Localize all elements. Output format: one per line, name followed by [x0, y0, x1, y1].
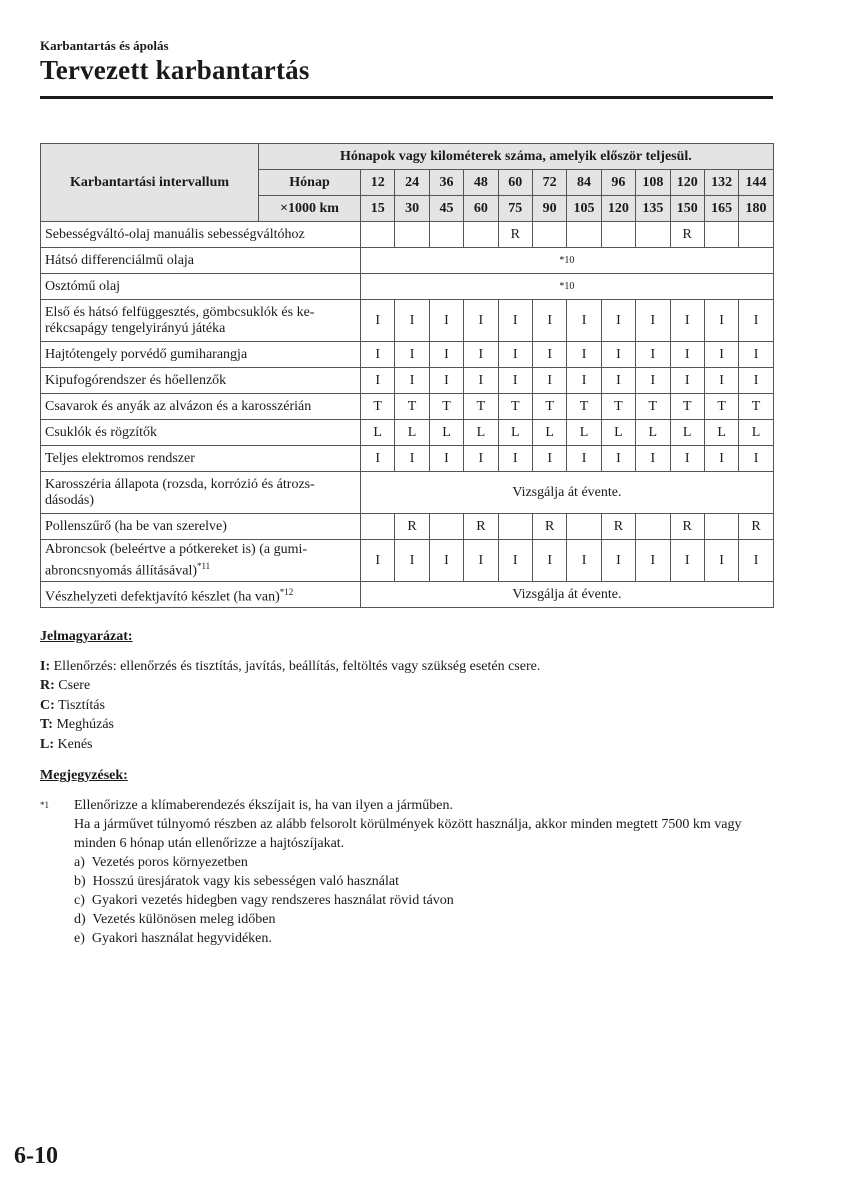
schedule-cell: I	[704, 300, 738, 342]
maintenance-item-label: Pollenszűrő (ha be van szerelve)	[45, 518, 227, 534]
maintenance-item	[41, 514, 361, 540]
footnote-ref: *11	[197, 560, 211, 571]
legend-text: Ellenőrzés: ellenőrzés és tisztítás, javítás, beállítás, feltöltés vagy szükség esetén csere.	[53, 658, 541, 674]
schedule-cell: I	[395, 300, 429, 342]
schedule-cell: I	[498, 446, 532, 472]
schedule-cell: I	[532, 446, 566, 472]
maintenance-item	[41, 472, 361, 514]
schedule-cell: I	[395, 540, 429, 582]
month-cell: 12	[361, 170, 395, 196]
maintenance-item	[41, 342, 361, 368]
schedule-cell	[636, 222, 670, 248]
schedule-cell: R	[532, 514, 566, 540]
legend-key: T:	[40, 717, 53, 732]
footnote-mark: *1	[40, 800, 49, 810]
maintenance-item	[41, 248, 361, 274]
interval-note: Vizsgálja át évente.	[361, 582, 774, 608]
month-cell: 132	[704, 170, 738, 196]
km-cell: 30	[395, 196, 429, 222]
schedule-cell: I	[704, 540, 738, 582]
schedule-cell: I	[498, 540, 532, 582]
schedule-cell: I	[532, 300, 566, 342]
schedule-cell: R	[498, 222, 532, 248]
schedule-cell: I	[567, 540, 601, 582]
schedule-cell: L	[704, 420, 738, 446]
schedule-cell: I	[567, 342, 601, 368]
schedule-cell: I	[636, 342, 670, 368]
legend-text: Csere	[58, 678, 91, 693]
schedule-cell: T	[429, 394, 463, 420]
schedule-cell: T	[567, 394, 601, 420]
maintenance-item	[41, 420, 361, 446]
maintenance-item	[41, 368, 361, 394]
schedule-cell: R	[739, 514, 774, 540]
schedule-cell: I	[636, 540, 670, 582]
month-cell: 48	[464, 170, 498, 196]
schedule-cell: I	[429, 368, 463, 394]
legend-item	[40, 657, 773, 677]
schedule-cell: I	[395, 368, 429, 394]
schedule-cell: I	[567, 368, 601, 394]
schedule-cell: T	[670, 394, 704, 420]
schedule-cell: R	[670, 514, 704, 540]
maintenance-item	[41, 222, 361, 248]
page-number: 6-10	[14, 1143, 58, 1169]
schedule-cell: I	[704, 446, 738, 472]
table-row	[41, 274, 774, 300]
km-cell: 165	[704, 196, 738, 222]
schedule-cell: I	[532, 342, 566, 368]
schedule-cell	[395, 222, 429, 248]
schedule-cell: I	[601, 540, 635, 582]
schedule-cell: I	[739, 342, 774, 368]
legend-title: Jelmagyarázat:	[40, 629, 133, 644]
legend-item	[40, 715, 773, 735]
schedule-cell	[739, 222, 774, 248]
interval-note: *10	[361, 274, 774, 300]
legend-items	[40, 657, 773, 755]
notes	[40, 766, 773, 948]
schedule-cell: L	[532, 420, 566, 446]
km-cell: 150	[670, 196, 704, 222]
schedule-cell: L	[636, 420, 670, 446]
legend-key: I:	[40, 658, 51, 674]
schedule-cell: I	[498, 342, 532, 368]
km-cell: 15	[361, 196, 395, 222]
legend-key: R:	[40, 678, 55, 693]
legend-text: Kenés	[57, 736, 93, 752]
schedule-cell: I	[361, 368, 395, 394]
maintenance-item	[41, 446, 361, 472]
table-header-row	[41, 144, 774, 170]
interval-note: Vizsgálja át évente.	[361, 472, 774, 514]
schedule-cell: I	[670, 446, 704, 472]
km-cell: 75	[498, 196, 532, 222]
condition-item: c) Gyakori vezetés hidegben vagy rendszeres használat rövid távon	[74, 893, 454, 908]
legend	[40, 627, 773, 754]
month-cell: 36	[429, 170, 463, 196]
schedule-cell: L	[670, 420, 704, 446]
table-row	[41, 394, 774, 420]
condition-item: d) Vezetés különösen meleg időben	[74, 912, 276, 927]
km-cell: 120	[601, 196, 635, 222]
month-cell: 60	[498, 170, 532, 196]
table-row	[41, 540, 774, 582]
interval-header: Karbantartási intervallum	[41, 144, 259, 222]
table-row	[41, 368, 774, 394]
schedule-cell: I	[361, 540, 395, 582]
span-header: Hónapok vagy kilométerek száma, amelyik először teljesül.	[259, 144, 774, 170]
schedule-cell: I	[636, 368, 670, 394]
schedule-cell: I	[601, 446, 635, 472]
schedule-cell: I	[498, 368, 532, 394]
condition-item: e) Gyakori használat hegyvidéken.	[74, 931, 272, 946]
table-row	[41, 582, 774, 608]
schedule-cell: I	[739, 540, 774, 582]
schedule-cell: L	[498, 420, 532, 446]
maintenance-item	[41, 274, 361, 300]
schedule-cell: R	[601, 514, 635, 540]
legend-text: Tisztítás	[58, 697, 105, 713]
schedule-cell: I	[567, 300, 601, 342]
schedule-cell: I	[636, 300, 670, 342]
schedule-cell: I	[704, 342, 738, 368]
schedule-cell: T	[704, 394, 738, 420]
condition-item: b) Hosszú üresjáratok vagy kis sebességen való használat	[74, 874, 400, 889]
schedule-cell: I	[670, 300, 704, 342]
condition-item: a) Vezetés poros környezetben	[74, 855, 248, 870]
schedule-cell: I	[464, 300, 498, 342]
maintenance-item-label: Csavarok és anyák az alvázon és a karosszérián	[45, 398, 312, 414]
maintenance-item-label: Vészhelyzeti defektjavító készlet (ha van)	[45, 589, 280, 605]
maintenance-schedule-table	[40, 143, 774, 608]
km-label: ×1000 km	[259, 196, 361, 222]
schedule-cell: I	[739, 300, 774, 342]
schedule-cell: I	[361, 300, 395, 342]
footnote-line-2: Ha a járművet túlnyomó részben az alább felsorolt körülmények között használja, akkor minden megtett 7500 km vagy minden 6 hónap után ellenőrizze a hajtószíjakat.	[74, 817, 742, 851]
table-row	[41, 300, 774, 342]
legend-item	[40, 735, 773, 755]
schedule-cell	[601, 222, 635, 248]
page-title: Tervezett karbantartás	[40, 55, 310, 85]
km-cell: 90	[532, 196, 566, 222]
schedule-cell	[567, 514, 601, 540]
month-cell: 84	[567, 170, 601, 196]
maintenance-item-label: Sebességváltó-olaj manuális sebességváltóhoz	[45, 226, 305, 242]
schedule-cell: L	[601, 420, 635, 446]
legend-text: Meghúzás	[56, 717, 115, 732]
schedule-cell: I	[601, 300, 635, 342]
schedule-cell: T	[739, 394, 774, 420]
maintenance-item-label: Teljes elektromos rendszer	[45, 450, 195, 466]
maintenance-item	[41, 394, 361, 420]
schedule-cell	[429, 514, 463, 540]
schedule-cell	[636, 514, 670, 540]
table-row	[41, 420, 774, 446]
schedule-cell: I	[739, 446, 774, 472]
table-row	[41, 472, 774, 514]
maintenance-item	[41, 582, 361, 608]
schedule-cell: L	[464, 420, 498, 446]
schedule-cell: I	[429, 446, 463, 472]
km-cell: 135	[636, 196, 670, 222]
table-row	[41, 248, 774, 274]
month-cell: 96	[601, 170, 635, 196]
schedule-cell: I	[532, 540, 566, 582]
maintenance-item-label: Karosszéria állapota (rozsda, korrózió és átrozs- dásodás)	[45, 476, 315, 508]
notes-title: Megjegyzések:	[40, 768, 128, 783]
schedule-cell: T	[498, 394, 532, 420]
schedule-cell: I	[636, 446, 670, 472]
footnote-ref: *12	[279, 586, 294, 597]
schedule-cell: I	[464, 342, 498, 368]
km-cell: 180	[739, 196, 774, 222]
month-cell: 108	[636, 170, 670, 196]
schedule-cell: I	[498, 300, 532, 342]
schedule-cell: I	[567, 446, 601, 472]
schedule-cell	[532, 222, 566, 248]
month-label: Hónap	[259, 170, 361, 196]
schedule-cell	[704, 514, 738, 540]
legend-item	[40, 676, 773, 696]
legend-key: L:	[40, 736, 54, 752]
schedule-cell: L	[429, 420, 463, 446]
schedule-cell: I	[601, 368, 635, 394]
maintenance-item-label: Csuklók és rögzítők	[45, 424, 157, 440]
table-row	[41, 222, 774, 248]
maintenance-item-label: Osztómű olaj	[45, 278, 121, 294]
schedule-cell: L	[395, 420, 429, 446]
schedule-cell: R	[464, 514, 498, 540]
maintenance-item	[41, 540, 361, 582]
schedule-cell: I	[429, 540, 463, 582]
schedule-cell: L	[739, 420, 774, 446]
schedule-cell	[498, 514, 532, 540]
title-divider	[40, 96, 773, 99]
schedule-cell: L	[567, 420, 601, 446]
schedule-cell: T	[361, 394, 395, 420]
schedule-cell: I	[704, 368, 738, 394]
schedule-cell	[567, 222, 601, 248]
table-row	[41, 342, 774, 368]
schedule-cell: I	[464, 446, 498, 472]
maintenance-item-label: Hajtótengely porvédő gumiharangja	[45, 346, 248, 362]
km-cell: 45	[429, 196, 463, 222]
schedule-cell	[429, 222, 463, 248]
schedule-cell	[361, 514, 395, 540]
month-cell: 72	[532, 170, 566, 196]
schedule-cell: I	[429, 342, 463, 368]
schedule-cell: T	[464, 394, 498, 420]
schedule-cell: I	[464, 540, 498, 582]
schedule-cell: R	[395, 514, 429, 540]
section-label: Karbantartás és ápolás	[40, 38, 169, 53]
table-row	[41, 446, 774, 472]
schedule-cell: I	[464, 368, 498, 394]
legend-item	[40, 696, 773, 716]
schedule-cell: T	[636, 394, 670, 420]
schedule-cell: I	[670, 342, 704, 368]
schedule-cell: I	[395, 342, 429, 368]
schedule-cell: I	[395, 446, 429, 472]
schedule-cell: I	[739, 368, 774, 394]
schedule-cell: I	[532, 368, 566, 394]
schedule-cell: I	[601, 342, 635, 368]
schedule-cell: L	[361, 420, 395, 446]
conditions-list	[74, 853, 773, 948]
schedule-cell: T	[532, 394, 566, 420]
schedule-cell: R	[670, 222, 704, 248]
km-cell: 105	[567, 196, 601, 222]
maintenance-item-label: Abroncsok (beleértve a pótkereket is) (a gumi- abroncsnyomás állításával)	[45, 541, 308, 579]
km-cell: 60	[464, 196, 498, 222]
table-row	[41, 514, 774, 540]
maintenance-item	[41, 300, 361, 342]
schedule-cell: I	[429, 300, 463, 342]
legend-key: C:	[40, 697, 55, 713]
schedule-cell: I	[670, 368, 704, 394]
footnote-1	[40, 796, 773, 948]
schedule-cell	[704, 222, 738, 248]
schedule-cell: T	[395, 394, 429, 420]
maintenance-item-label: Kipufogórendszer és hőellenzők	[45, 372, 227, 388]
schedule-cell: T	[601, 394, 635, 420]
schedule-cell: I	[361, 342, 395, 368]
maintenance-table-body	[41, 144, 774, 608]
schedule-cell	[464, 222, 498, 248]
schedule-cell	[361, 222, 395, 248]
month-cell: 24	[395, 170, 429, 196]
schedule-cell: I	[670, 540, 704, 582]
schedule-cell: I	[361, 446, 395, 472]
maintenance-item-label: Első és hátsó felfüggesztés, gömbcsuklók és ke- rékcsapágy tengelyirányú játéka	[45, 304, 315, 336]
month-cell: 144	[739, 170, 774, 196]
footnote-line-1: Ellenőrizze a klímaberendezés ékszíjait is, ha van ilyen a járműben.	[74, 798, 454, 813]
maintenance-item-label: Hátsó differenciálmű olaja	[45, 252, 195, 268]
month-cell: 120	[670, 170, 704, 196]
interval-note: *10	[361, 248, 774, 274]
